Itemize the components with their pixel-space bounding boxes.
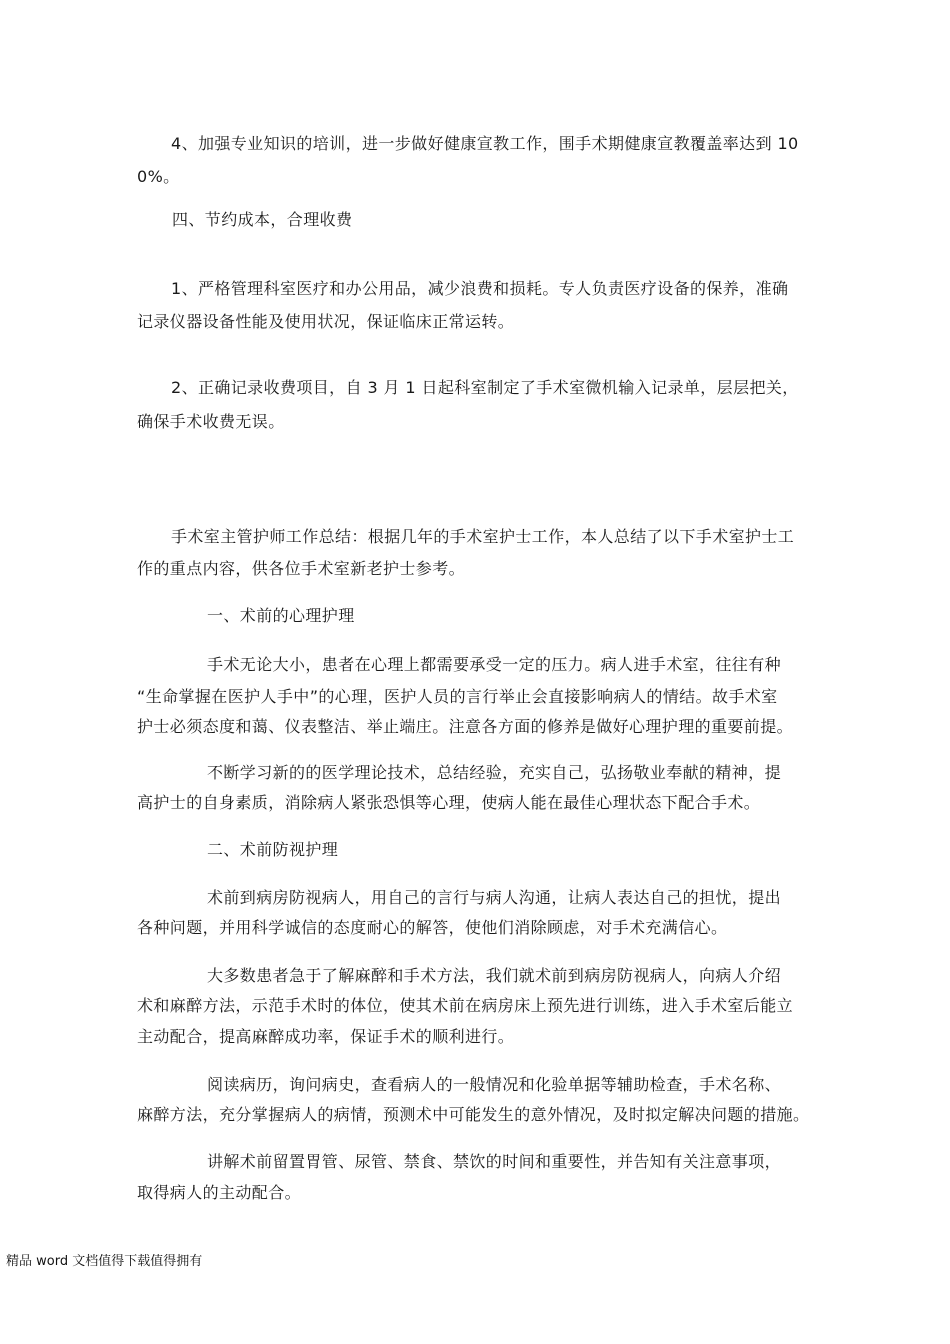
para3-line1: 术前到病房防视病人，用自己的言行与病人沟通，让病人表达自己的担忧，提出 xyxy=(207,888,782,907)
para1-line2: “生命掌握在医护人手中”的心理，医护人员的言行举止会直接影响病人的情结。故手术室 xyxy=(137,687,778,706)
cost-item1-line2: 记录仪器设备性能及使用状况，保证临床正常运转。 xyxy=(137,312,515,331)
para1-line3: 护士必须态度和蔼、仪表整洁、举止端庄。注意各方面的修养是做好心理护理的重要前提。 xyxy=(137,717,794,736)
summary-intro-line1: 手术室主管护师工作总结：根据几年的手术室护士工作，本人总结了以下手术室护士工 xyxy=(171,527,795,546)
footer-watermark-text: 精品 word 文档值得下载值得拥有 xyxy=(6,1254,203,1269)
cost-item2-line2: 确保手术收费无误。 xyxy=(137,412,285,431)
para4-line2: 术和麻醉方法，示范手术时的体位，使其术前在病房床上预先进行训练，进入手术室后能立 xyxy=(137,996,794,1015)
para5-line2: 麻醉方法，充分掌握病人的病情，预测术中可能发生的意外情况，及时拟定解决问题的措施。 xyxy=(137,1105,810,1124)
cost-item2-line1: 2、正确记录收费项目，自 3 月 1 日起科室制定了手术室微机输入记录单，层层把关， xyxy=(171,378,799,397)
para4-line3: 主动配合，提高麻醉成功率，保证手术的顺利进行。 xyxy=(137,1027,515,1046)
para4-line1: 大多数患者急于了解麻醉和手术方法，我们就术前到病房防视病人，向病人介绍 xyxy=(207,966,782,985)
para2-line2: 高护士的自身素质，消除病人紧张恐惧等心理，使病人能在最佳心理状态下配合手术。 xyxy=(137,793,761,812)
item4-line1: 4、加强专业知识的培训，进一步做好健康宣教工作，围手术期健康宣教覆盖率达到 10 xyxy=(171,134,799,153)
para6-line2: 取得病人的主动配合。 xyxy=(137,1183,302,1202)
para5-line1: 阅读病历，询问病史，查看病人的一般情况和化验单据等辅助检查，手术名称、 xyxy=(207,1075,782,1094)
cost-item1-line1: 1、严格管理科室医疗和办公用品，减少浪费和损耗。专人负责医疗设备的保养，准确 xyxy=(171,279,789,298)
para3-line2: 各种问题，并用科学诚信的态度耐心的解答，使他们消除顾虑，对手术充满信心。 xyxy=(137,918,728,937)
item4-line2: 0%。 xyxy=(137,167,180,186)
para1-line1: 手术无论大小，患者在心理上都需要承受一定的压力。病人进手术室，往往有种 xyxy=(207,655,782,674)
para6-line1: 讲解术前留置胃管、尿管、禁食、禁饮的时间和重要性，并告知有关注意事项， xyxy=(207,1152,782,1171)
heading-preop-visit: 二、术前防视护理 xyxy=(207,840,339,859)
para2-line1: 不断学习新的的医学理论技术，总结经验，充实自己，弘扬敬业奉献的精神，提 xyxy=(207,763,782,782)
summary-intro-line2: 作的重点内容，供各位手术室新老护士参考。 xyxy=(137,559,466,578)
section-heading-cost: 四、节约成本，合理收费 xyxy=(172,210,353,229)
heading-psych-care: 一、术前的心理护理 xyxy=(207,606,355,625)
